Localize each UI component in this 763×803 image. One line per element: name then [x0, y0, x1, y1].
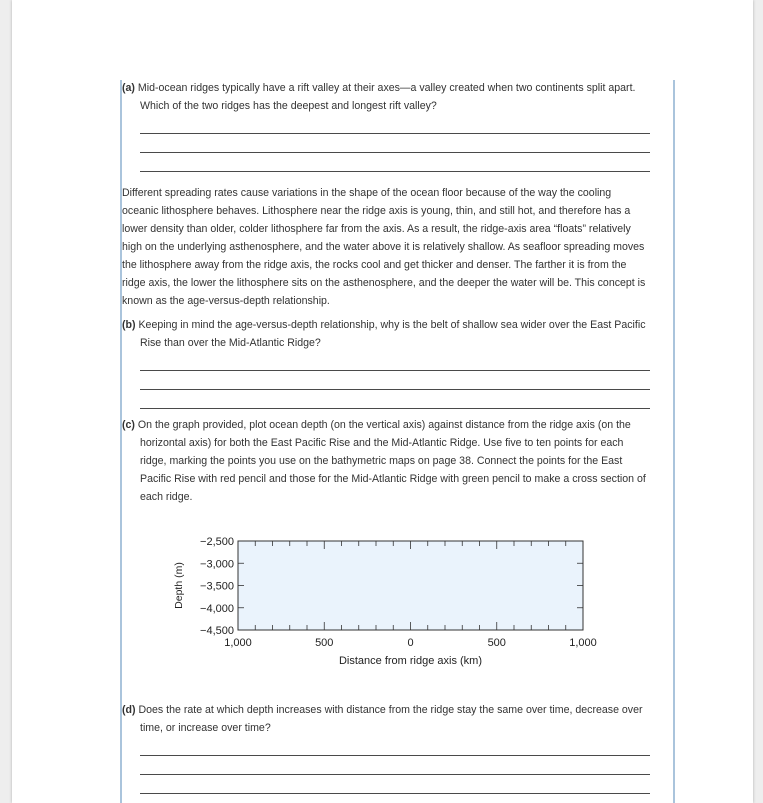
- y-tick-label: −3,500: [200, 580, 234, 593]
- question-d: [122, 701, 650, 737]
- answer-line-d3[interactable]: [140, 793, 650, 794]
- right-margin-rule: [673, 80, 675, 803]
- question-b-text: Keeping in mind the age-versus-depth relationship, why is the belt of shallow sea wider over the East Pacific Rise than over the Mid-Atlantic Ridge?: [138, 319, 646, 349]
- question-b: [122, 316, 650, 352]
- question-a-label: (a): [122, 82, 135, 94]
- answer-line-a1[interactable]: [140, 133, 650, 134]
- answer-line-a2[interactable]: [140, 152, 650, 153]
- y-axis-label: Depth (m): [173, 562, 185, 609]
- worksheet-page: [12, 0, 753, 803]
- question-a: [122, 79, 650, 115]
- question-d-text: Does the rate at which depth increases with distance from the ridge stay the same over time, decrease over time, or increase over time?: [138, 704, 643, 734]
- age-depth-paragraph: Different spreading rates cause variations in the shape of the ocean floor because of the way the cooling oceanic lithosphere behaves. Lithosphere near the ridge axis is young, thin, and still hot, and therefore has a lower density than older, colder lithosphere far from the axis. As a result, the ridge-axis area “floats” relatively high on the underlying asthenosphere, and the water above it is relatively shallow. As seafloor spreading moves the lithosphere away from the ridge axis, the rocks cool and get thicker and denser. The farther it is from the ridge axis, the lower the lithosphere sits on the asthenosphere, and the deeper the water will be. This concept is known as the age-versus-depth relationship.: [122, 187, 646, 307]
- x-tick-label: 500: [487, 637, 506, 649]
- x-tick-label: 1,000: [569, 637, 597, 649]
- answer-line-d1[interactable]: [140, 755, 650, 756]
- question-c: [122, 416, 650, 506]
- x-tick-label: 0: [407, 637, 414, 649]
- y-tick-label: −3,000: [200, 558, 234, 571]
- plot-area[interactable]: [238, 541, 583, 630]
- answer-line-d2[interactable]: [140, 774, 650, 775]
- question-c-text: On the graph provided, plot ocean depth (on the vertical axis) against distance from the ridge axis (on the horizontal axis) for both the East Pacific Rise and the Mid-Atlantic Ridge. Use five to ten points for each ridge, marking the points you use on the bathymetric maps on page 38. Connect the points for the East Pacific Rise with red pencil and those for the Mid-Atlantic Ridge with green pencil to make a cross section of each ridge.: [137, 419, 646, 503]
- question-b-label: (b): [122, 319, 136, 331]
- x-tick-label: 1,000: [224, 637, 252, 649]
- x-axis-label: Distance from ridge axis (km): [338, 655, 483, 667]
- question-d-label: (d): [122, 704, 136, 716]
- y-tick-label: −4,000: [200, 602, 234, 615]
- depth-distance-graph[interactable]: [160, 525, 610, 675]
- y-tick-label: −4,500: [200, 625, 234, 637]
- answer-line-b1[interactable]: [140, 370, 650, 371]
- y-tick-label: −2,500: [200, 536, 234, 548]
- answer-line-a3[interactable]: [140, 171, 650, 172]
- question-c-label: (c): [122, 419, 135, 431]
- answer-line-b3[interactable]: [140, 408, 650, 409]
- x-tick-label: 500: [315, 637, 334, 649]
- answer-line-b2[interactable]: [140, 389, 650, 390]
- question-a-text: Mid-ocean ridges typically have a rift valley at their axes—a valley created when two continents split apart. Which of the two ridges has the deepest and longest rift valley?: [137, 82, 636, 112]
